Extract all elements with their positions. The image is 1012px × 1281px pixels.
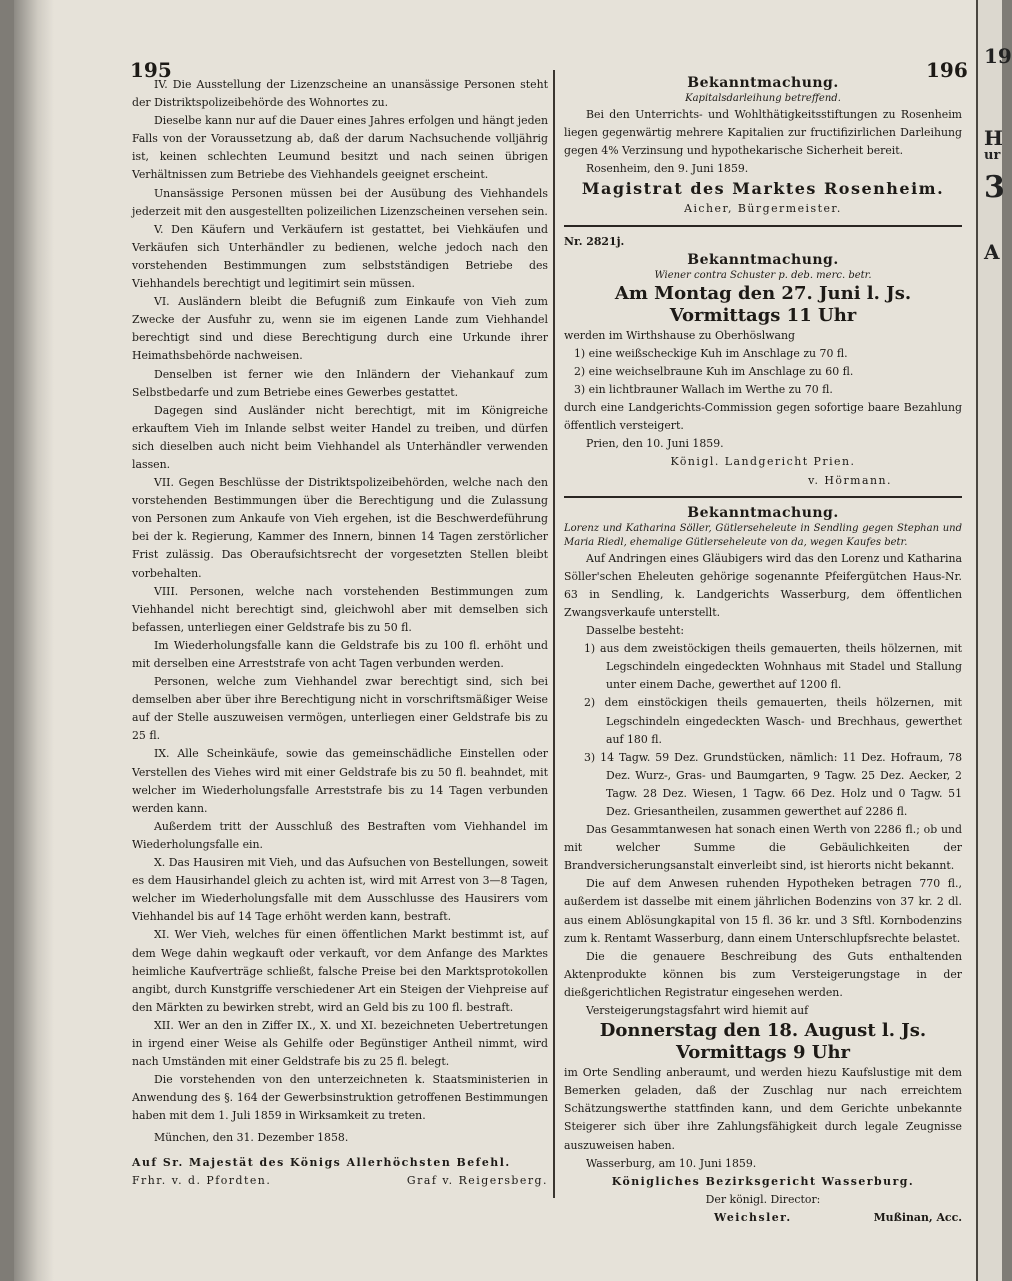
notice-subheading: Kapitalsdarleihung betreffend. — [685, 93, 841, 105]
list-item: 2) eine weichselbraune Kuh im Anschlage zu 60 fl. — [574, 364, 854, 378]
paragraph: Versteigerungstagsfahrt wird hiemit auf — [586, 1004, 809, 1018]
paragraph: XII. Wer an den in Ziffer IX., X. und XI. bezeichneten Uebertretungen in irgend einer Weise als Gehilfe oder Begünstiger Antheil nimmt, wird nach Umständen mit einer Geldstrafe bis zu 25 fl. belegt. — [132, 1018, 548, 1069]
list-item: 2) dem einstöckigen theils gemauerten, theils hölzernen, mit Legschindeln eingedeckten Wasch- und Brechhaus, gewerthet auf 180 fl. — [584, 696, 962, 746]
paragraph: IX. Alle Scheinkäufe, sowie das gemeinschädliche Einstellen oder Verstellen des Viehes wird mit einer Geldstrafe bis zu 50 fl. beahndet, mit welcher im Wiederholungsfalle Arreststrafe bis zu 14 Tagen verbunden werden kann. — [132, 747, 548, 815]
paragraph: Die auf dem Anwesen ruhenden Hypotheken betragen 770 fl., außerdem ist dasselbe mit einem jährlichen Bodenzins von 37 kr. 2 dl. aus einem Ablösungkapital von 15 fl. 36 kr. und 3 Sftl. Kornbodenzins zum k. Rentamt Wasserburg, dann einem Unterschlupfsrechte belastet. — [564, 877, 962, 945]
paragraph: V. Den Käufern und Verkäufern ist gestattet, bei Viehkäufen und Verkäufen sich Unterhändler zu bedienen, welche jedoch nach den vorstehenden Bestimmungen zum selbstständigen Betriebe des Viehhandels berechtigt und legitimirt sein müssen. — [132, 222, 548, 291]
paragraph: VI. Ausländern bleibt die Befugniß zum Einkaufe von Vieh zum Zwecke der Ausfuhr zu, wenn sie im eigenen Lande zum Viehhandel berechtigt sind und diese Berechtigung durch eine Urkunde ihrer Heimathsbehörde nachweisen. — [132, 295, 548, 363]
paragraph: Im Wiederholungsfalle kann die Geldstrafe bis zu 100 fl. erhöht und mit derselben eine Arreststrafe von acht Tagen verbunden werden. — [132, 638, 548, 670]
notice-intro: werden im Wirthshause zu Oberhöslwang — [564, 328, 796, 342]
paragraph: VIII. Personen, welche nach vorstehenden Bestimmungen zum Viehhandel nicht berechtigt sind, gleichwohl aber mit demselben sich befassen, unterliegen einer Geldstrafe bis zu 50 fl. — [132, 584, 548, 634]
signature-line — [132, 1172, 548, 1190]
notice-outro: durch eine Landgerichts-Commission gegen sofortige baare Bezahlung öffentlich versteigert. — [564, 401, 962, 433]
paragraph: IV. Die Ausstellung der Lizenzscheine an unansässige Personen steht der Distriktspolizeibehörde des Wohnortes zu. — [132, 78, 548, 110]
notice-body: Bei den Unterrichts- und Wohlthätigkeitsstiftungen zu Rosenheim liegen gegenwärtig mehrere Kapitalien zur fructifizirlichen Darleihung gegen 4% Verzinsung und hypothekarische Sicherheit bereit. — [564, 108, 962, 158]
item-list — [564, 345, 962, 399]
separator-rule — [564, 225, 962, 227]
signer-reigersberg: Graf v. Reigersberg. — [406, 1173, 548, 1187]
date-line: München, den 31. Dezember 1858. — [154, 1131, 349, 1145]
paragraph: Dieselbe kann nur auf die Dauer eines Jahres erfolgen und hängt jeden Falls von der Voraussetzung ab, daß der darum Nachsuchende volljährig ist, keinen schlechten Leumund besitzt und nach seinen übrigen Verhältnissen zum Betriebe des Viehhandels geeignet erscheint. — [132, 114, 548, 182]
notice-director: Der königl. Director: — [705, 1192, 821, 1206]
paragraph: Personen, welche zum Viehhandel zwar berechtigt sind, sich bei demselben aber über ihre Berechtigung nicht in vorschriftsmäßiger Weise auf der Stelle auszuweisen vermögen, unterliegen einer Geldstrafe bis zu 25 fl. — [132, 675, 548, 743]
paragraph: X. Das Hausiren mit Vieh, und das Aufsuchen von Bestellungen, soweit es dem Hausirhandel gleich zu achten ist, wird mit Arrest von 3—8 Tagen, welcher im Wiederholungsfalle mit dem Ausschlusse des Hausirers vom Viehhandel bis auf 14 Tage erhöht werden kann, bestraft. — [132, 856, 548, 924]
notice-date: Prien, den 10. Juni 1859. — [586, 437, 724, 451]
notice-intro: Auf Andringen eines Gläubigers wird das den Lorenz und Katharina Söller'schen Eheleuten gehörige sogenannte Pfeifergütchen Haus-Nr. 63 in Sendling, k. Landgerichts Wasserburg, dem öffentlichen Zwangsverkaufe unterstellt. — [564, 551, 962, 619]
notice-date: Wasserburg, am 10. Juni 1859. — [586, 1156, 757, 1170]
edge-fragment: 3 — [984, 170, 1005, 205]
notice-heading: Bekanntmachung. — [687, 75, 839, 91]
notice-signer: Aicher, Bürgermeister. — [684, 202, 842, 216]
list-item: 1) eine weißscheckige Kuh im Anschlage zu 70 fl. — [574, 346, 848, 360]
paragraph: XI. Wer Vieh, welches für einen öffentlichen Markt bestimmt ist, auf dem Wege dahin wegkauft oder verkauft, vor dem Anfange des Marktes heimliche Kaufverträge schließt, falsche Preise bei den Marktsprotokollen angibt, durch Kunstgriffe verschiedener Art ein Steigen der Viehpreise auf den Märkten zu bewirken strebt, wird an Geld bis zu 100 fl. bestraft. — [132, 928, 548, 1014]
notice-subheading: Lorenz und Katharina Söller, Gütlerseheleute in Sendling gegen Stephan und Maria Riedl, ehemalige Gütlerseheleute von da, wegen Kaufes betr. — [564, 522, 962, 548]
paragraph: Die die genauere Beschreibung des Guts enthaltenden Aktenprodukte können bis zum Versteigerungstage in der dießgerichtlichen Registratur eingesehen werden. — [564, 949, 962, 999]
list-item: 1) aus dem zweistöckigen theils gemauerten, theils hölzernen, mit Legschindeln eingedeckten Wohnhaus mit Stadel und Stallung unter einem Dache, gewerthet auf 1200 fl. — [584, 642, 962, 692]
signer-pfordten: Frhr. v. d. Pfordten. — [132, 1173, 272, 1187]
notice-signer: Weichsler. — [714, 1210, 792, 1224]
paragraph: Unansässige Personen müssen bei der Ausübung des Viehhandels jederzeit mit den ausgestellten polizeilichen Lizenzscheinen versehen sein. — [132, 186, 548, 218]
property-list — [564, 640, 962, 821]
separator-rule — [564, 496, 962, 498]
binding-gutter — [14, 0, 54, 1281]
page-number-left: 195 — [130, 58, 172, 82]
auction-date: Am Montag den 27. Juni l. Js. — [614, 282, 912, 304]
notice-rosenheim — [564, 74, 962, 219]
right-column — [564, 74, 962, 1227]
paragraph: Außerdem tritt der Ausschluß des Bestraften vom Viehhandel im Wiederholungsfalle ein. — [132, 819, 548, 851]
paragraph: Dagegen sind Ausländer nicht berechtigt, mit im Königreiche erkauftem Vieh im Inlande selbst weiter Handel zu treiben, und dürfen sich dieselben auch nicht beim Viehhandel als Unterhändler verwenden lassen. — [132, 403, 548, 471]
paragraph: VII. Gegen Beschlüsse der Distriktspolizeibehörden, welche nach den vorstehenden Bestimmungen über die Berechtigung und die Zulassung von Personen zum Ankaufe von Vieh ergehen, ist die Beschwerdeführung bei der k. Regierung, Kammer des Innern, binnen 14 Tagen zerstörlicher Frist zulässig. Das Oberaufsichtsrecht der vorgesetzten Stellen bleibt vorbehalten. — [132, 476, 548, 580]
auction-time: Vormittags 9 Uhr — [675, 1042, 851, 1064]
next-page-edge — [976, 0, 1012, 1281]
notice-accessor: Mußinan, Acc. — [873, 1210, 962, 1224]
notice-court: Königliches Bezirksgericht Wasserburg. — [611, 1174, 915, 1188]
notice-signer: v. Hörmann. — [808, 473, 892, 487]
signature-line — [564, 1209, 962, 1227]
notice-prien — [564, 233, 962, 490]
royal-order-line: Auf Sr. Majestät des Königs Allerhöchsten Befehl. — [132, 1155, 511, 1169]
notice-number: Nr. 2821j. — [564, 234, 625, 248]
notice-authority: Magistrat des Marktes Rosenheim. — [581, 179, 945, 199]
edge-fragment: 19 — [984, 44, 1012, 68]
notice-subheading: Wiener contra Schuster p. deb. merc. betr. — [654, 269, 872, 281]
notice-heading: Bekanntmachung. — [687, 251, 839, 268]
edge-fragment: ur — [984, 148, 1001, 163]
left-column — [132, 76, 548, 1190]
paragraph: Die vorstehenden von den unterzeichneten k. Staatsministerien in Anwendung des §. 164 der Gewerbsinstruktion getroffenen Bestimmungen haben mit dem 1. Juli 1859 in Wirksamkeit zu treten. — [132, 1073, 548, 1123]
notice-date: Rosenheim, den 9. Juni 1859. — [586, 162, 749, 176]
auction-date: Donnerstag den 18. August l. Js. — [599, 1020, 927, 1042]
notice-lead: Dasselbe besteht: — [586, 624, 685, 638]
list-item: 3) ein lichtbrauner Wallach im Werthe zu 70 fl. — [574, 383, 833, 397]
edge-fragment: A — [984, 240, 1000, 264]
edge-fragment: H — [984, 126, 1003, 150]
page-number-right: 196 — [926, 58, 968, 82]
list-item: 3) 14 Tagw. 59 Dez. Grundstücken, nämlich: 11 Dez. Hofraum, 78 Dez. Wurz-, Gras- und Baumgarten, 9 Tagw. 25 Dez. Aecker, 2 Tagw. 28 Dez. Wiesen, 1 Tagw. 66 Dez. Holz und 0 Tagw. 51 Dez. Griesantheilen, zusammen gewerthet auf 2286 fl. — [584, 750, 962, 818]
column-divider — [553, 70, 555, 1198]
paragraph: im Orte Sendling anberaumt, und werden hiezu Kaufslustige mit dem Bemerken geladen, daß der Zuschlag nur nach erreichtem Schätzungswerthe stattfinden kann, und dem Gerichte unbekannte Steigerer sich über ihre Zahlungsfähigkeit durch legale Zeugnisse auszuweisen haben. — [564, 1066, 962, 1152]
auction-time: Vormittags 11 Uhr — [669, 304, 857, 326]
notice-wasserburg — [564, 504, 962, 1227]
paragraph: Das Gesammtanwesen hat sonach einen Werth von 2286 fl.; ob und mit welcher Summe die Gebäulichkeiten der Brandversicherungsanstalt einverleibt sind, ist hierorts nicht bekannt. — [564, 823, 962, 873]
notice-court: Königl. Landgericht Prien. — [670, 455, 856, 469]
notice-heading: Bekanntmachung. — [687, 504, 839, 521]
paragraph: Denselben ist ferner wie den Inländern der Viehankauf zum Selbstbedarfe und zum Betriebe eines Gewerbes gestattet. — [132, 367, 548, 399]
